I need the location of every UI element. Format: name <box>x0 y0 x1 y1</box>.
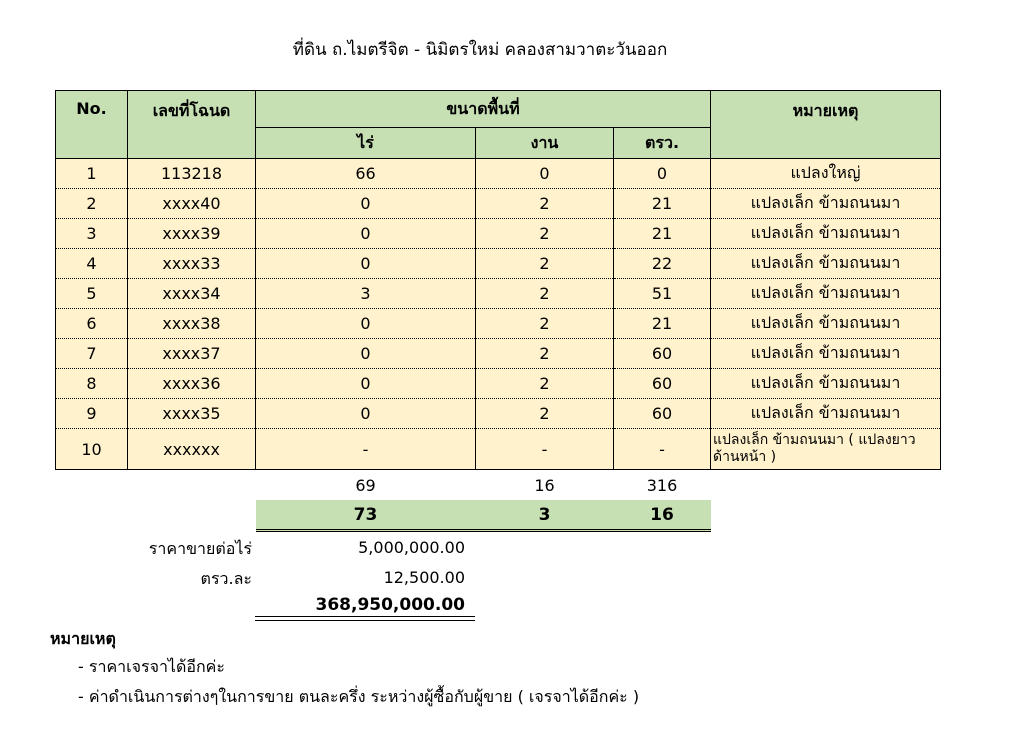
notes-title: หมายเหตุ <box>50 629 116 648</box>
cell-deed: xxxxxx <box>128 429 256 470</box>
cell-ngan: 0 <box>476 159 614 189</box>
cell-deed: xxxx36 <box>128 369 256 399</box>
cell-rai: 3 <box>256 279 476 309</box>
cell-wa: 21 <box>614 219 711 249</box>
header-wa: ตรว. <box>614 128 711 159</box>
cell-deed: xxxx33 <box>128 249 256 279</box>
cell-remark: แปลงเล็ก ข้ามถนนมา <box>711 249 941 279</box>
cell-remark: แปลงใหญ่ <box>711 159 941 189</box>
price-per-wa-label: ตรว.ละ <box>200 569 252 588</box>
cell-remark: แปลงเล็ก ข้ามถนนมา <box>711 189 941 219</box>
table-row <box>56 249 941 279</box>
header-no: No. <box>56 91 128 159</box>
subtotal-rai: 69 <box>355 475 376 495</box>
cell-rai: 66 <box>256 159 476 189</box>
table-row <box>56 399 941 429</box>
price-per-rai-value: 5,000,000.00 <box>358 538 465 557</box>
cell-ngan: 2 <box>476 279 614 309</box>
cell-remark: แปลงเล็ก ข้ามถนนมา <box>711 279 941 309</box>
table-row <box>56 279 941 309</box>
note-item: - ค่าดำเนินการต่างๆในการขาย ตนละครึ่ง ระหว่างผู้ซื้อกับผู้ขาย ( เจรจาได้อีกค่ะ ) <box>78 687 640 706</box>
cell-remark: แปลงเล็ก ข้ามถนนมา <box>711 309 941 339</box>
cell-wa: 22 <box>614 249 711 279</box>
cell-rai: 0 <box>256 309 476 339</box>
cell-deed: xxxx35 <box>128 399 256 429</box>
cell-ngan: - <box>476 429 614 470</box>
cell-no: 7 <box>56 339 128 369</box>
total-row <box>56 501 941 531</box>
subtotal-ngan: 16 <box>534 475 555 495</box>
table-row <box>56 219 941 249</box>
cell-deed: xxxx37 <box>128 339 256 369</box>
cell-rai: - <box>256 429 476 470</box>
cell-wa: 60 <box>614 399 711 429</box>
cell-ngan: 2 <box>476 219 614 249</box>
cell-wa: - <box>614 429 711 470</box>
total-rai: 73 <box>256 501 476 531</box>
table-row <box>56 309 941 339</box>
table-row <box>56 339 941 369</box>
cell-ngan: 2 <box>476 309 614 339</box>
cell-rai: 0 <box>256 219 476 249</box>
cell-remark: แปลงเล็ก ข้ามถนนมา <box>711 219 941 249</box>
cell-deed: 113218 <box>128 159 256 189</box>
cell-no: 6 <box>56 309 128 339</box>
cell-wa: 60 <box>614 369 711 399</box>
table-row <box>56 189 941 219</box>
header-ngan: งาน <box>476 128 614 159</box>
cell-remark: แปลงเล็ก ข้ามถนนมา <box>711 369 941 399</box>
cell-ngan: 2 <box>476 339 614 369</box>
total-ngan: 3 <box>476 501 614 531</box>
cell-wa: 21 <box>614 189 711 219</box>
cell-ngan: 2 <box>476 249 614 279</box>
cell-rai: 0 <box>256 399 476 429</box>
table-row <box>56 429 941 470</box>
cell-no: 4 <box>56 249 128 279</box>
header-rai: ไร่ <box>256 128 476 159</box>
cell-no: 10 <box>56 429 128 470</box>
double-underline <box>255 616 475 621</box>
subtotal-row <box>56 470 941 501</box>
cell-rai: 0 <box>256 189 476 219</box>
cell-no: 8 <box>56 369 128 399</box>
header-area: ขนาดพื้นที่ <box>256 91 711 128</box>
cell-wa: 60 <box>614 339 711 369</box>
header-deed: เลขที่โฉนด <box>128 91 256 159</box>
cell-rai: 0 <box>256 249 476 279</box>
cell-deed: xxxx38 <box>128 309 256 339</box>
cell-no: 1 <box>56 159 128 189</box>
cell-wa: 51 <box>614 279 711 309</box>
table-row <box>56 369 941 399</box>
cell-deed: xxxx40 <box>128 189 256 219</box>
cell-rai: 0 <box>256 369 476 399</box>
cell-remark: แปลงเล็ก ข้ามถนนมา <box>711 399 941 429</box>
subtotal-wa: 316 <box>646 475 678 495</box>
cell-no: 3 <box>56 219 128 249</box>
header-remark: หมายเหตุ <box>711 91 941 159</box>
cell-no: 5 <box>56 279 128 309</box>
cell-wa: 21 <box>614 309 711 339</box>
price-per-wa-value: 12,500.00 <box>383 568 465 587</box>
grand-total-value: 368,950,000.00 <box>315 595 465 615</box>
cell-ngan: 2 <box>476 399 614 429</box>
cell-ngan: 2 <box>476 189 614 219</box>
land-table <box>55 90 941 532</box>
cell-remark: แปลงเล็ก ข้ามถนนมา ( แปลงยาวด้านหน้า ) <box>711 429 941 470</box>
total-wa: 16 <box>614 501 711 531</box>
cell-no: 2 <box>56 189 128 219</box>
note-item: - ราคาเจรจาได้อีกค่ะ <box>78 657 225 676</box>
price-per-rai-label: ราคาขายต่อไร่ <box>148 539 252 558</box>
page-title: ที่ดิน ถ.ไมตรีจิต - นิมิตรใหม่ คลองสามวาตะวันออก <box>292 40 668 60</box>
cell-no: 9 <box>56 399 128 429</box>
cell-rai: 0 <box>256 339 476 369</box>
cell-remark: แปลงเล็ก ข้ามถนนมา <box>711 339 941 369</box>
table-row <box>56 159 941 189</box>
cell-wa: 0 <box>614 159 711 189</box>
cell-deed: xxxx39 <box>128 219 256 249</box>
cell-ngan: 2 <box>476 369 614 399</box>
cell-deed: xxxx34 <box>128 279 256 309</box>
